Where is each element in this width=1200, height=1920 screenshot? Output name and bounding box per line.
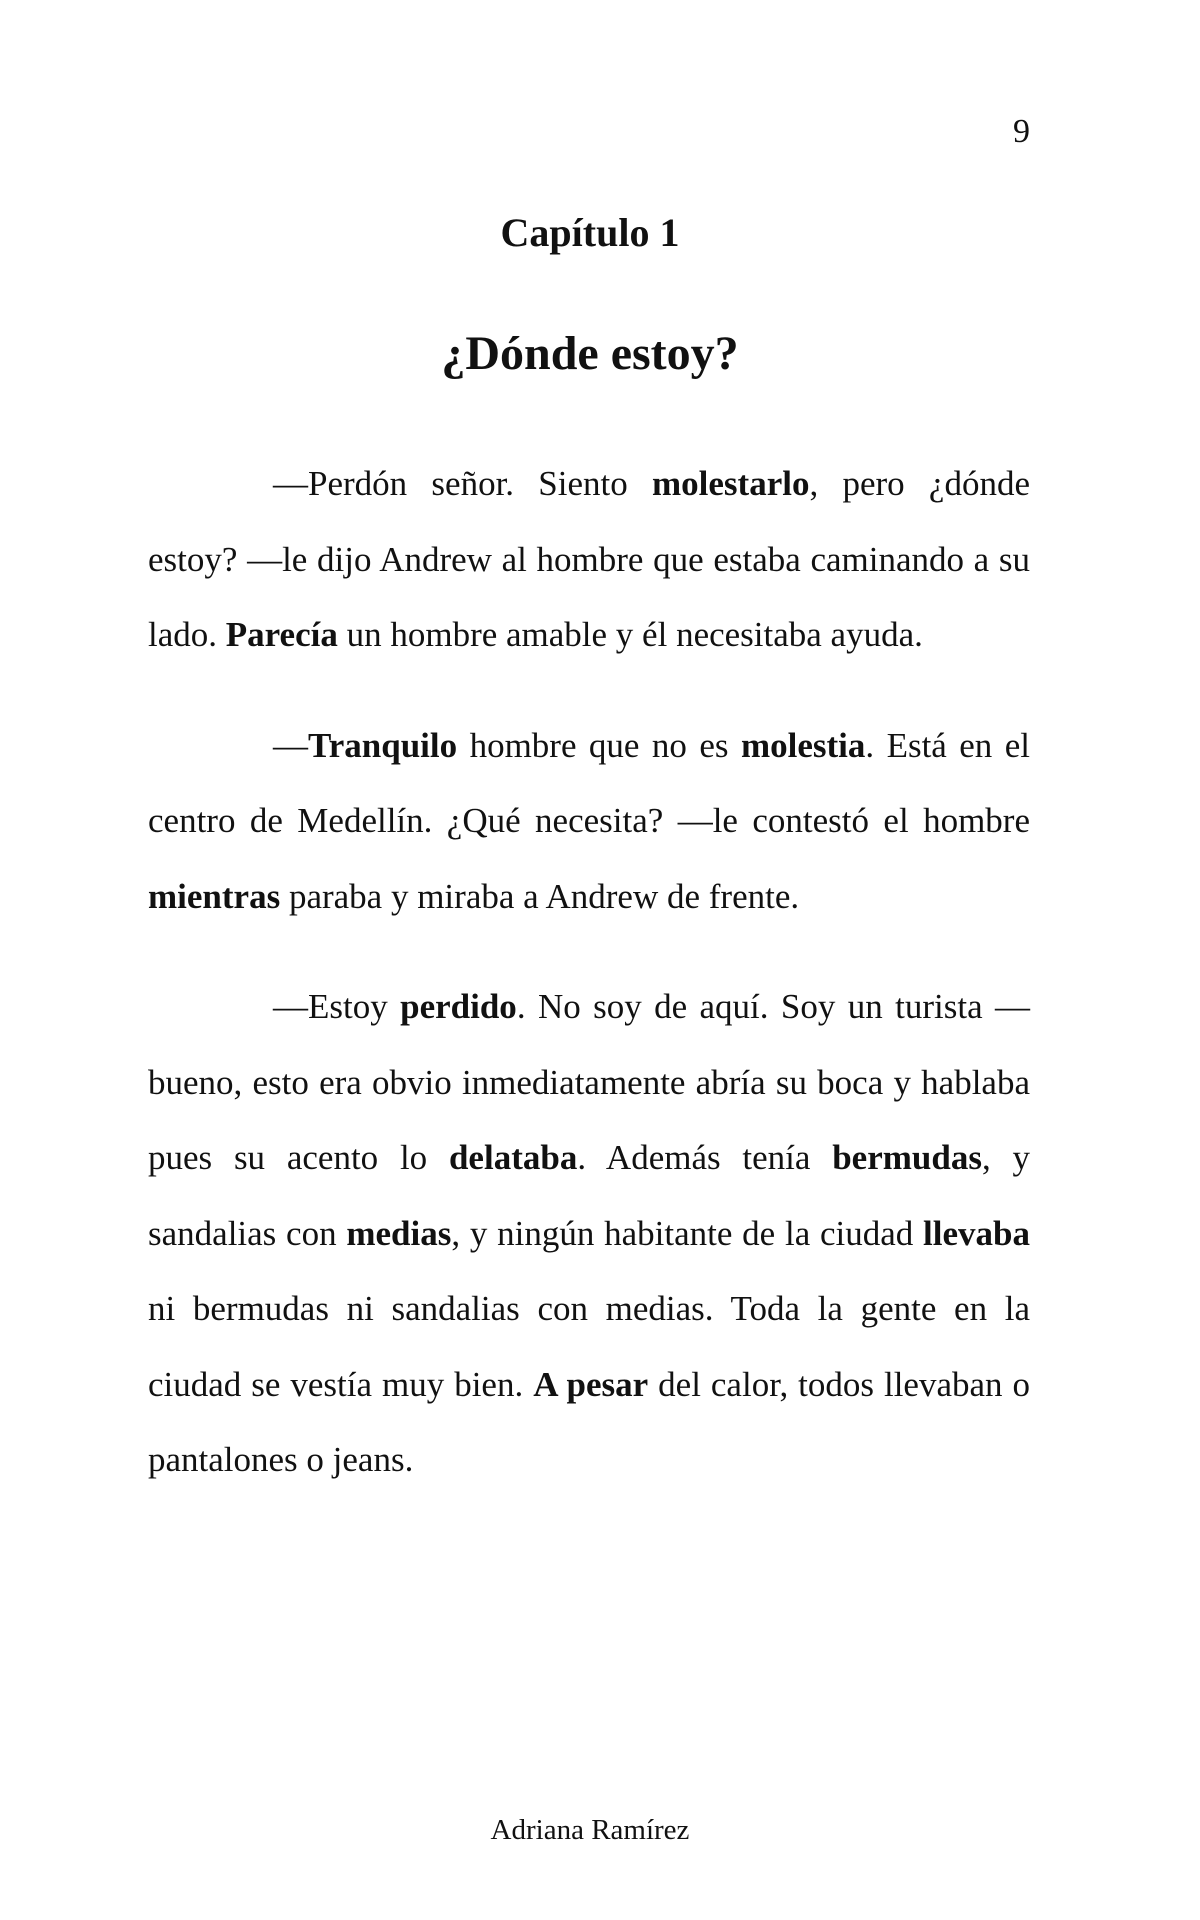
text-run: — <box>273 725 308 765</box>
text-run: —Perdón señor. Siento <box>273 464 653 503</box>
page-number: 9 <box>1013 113 1030 150</box>
chapter-title: ¿Dónde estoy? <box>441 327 739 380</box>
footer-author: Adriana Ramírez <box>490 1814 690 1846</box>
text-run: . Está en el centro de Medellín. ¿Qué necesita? —le contestó el hombre <box>148 725 1030 840</box>
bold-term: A pesar <box>533 1364 649 1404</box>
text-run: ni bermudas ni sandalias con medias. Toda la gente en la ciudad se vestía muy bien. <box>148 1289 1030 1404</box>
paragraph <box>148 446 1030 673</box>
paragraph <box>148 708 1030 935</box>
bold-term: Tranquilo <box>308 725 458 765</box>
bold-term: mientras <box>148 876 281 916</box>
bold-term: medias <box>346 1213 452 1253</box>
text-run: del calor, todos llevaban o pantalones o jeans. <box>148 1364 1031 1479</box>
text-run: , y sandalias con <box>148 1138 1031 1253</box>
text-run: un hombre amable y él necesitaba ayuda. <box>337 615 923 654</box>
bold-term: bermudas <box>832 1138 982 1177</box>
paragraph <box>148 969 1030 1498</box>
text-run: —Estoy <box>273 987 401 1026</box>
text-run: . No soy de aquí. Soy un turista —bueno, esto era obvio inmediatamente abría su boca y hablaba pues su acento lo <box>148 987 1030 1177</box>
body-text <box>148 446 1030 1533</box>
bold-term: Parecía <box>225 615 338 654</box>
text-run: paraba y miraba a Andrew de frente. <box>280 876 800 916</box>
bold-term: molestarlo <box>652 464 810 503</box>
bold-term: delataba <box>448 1138 578 1177</box>
text-run: , y ningún habitante de la ciudad <box>451 1213 924 1253</box>
text-run: , pero ¿dónde estoy? —le dijo Andrew al hombre que estaba caminando a su lado. <box>148 464 1030 654</box>
bold-term: molestia <box>740 725 866 765</box>
bold-term: llevaba <box>923 1213 1030 1253</box>
chapter-label: Capítulo 1 <box>500 210 680 255</box>
text-run: hombre que no es <box>457 725 741 765</box>
bold-term: perdido <box>400 987 517 1026</box>
text-run: . Además tenía <box>577 1138 833 1177</box>
